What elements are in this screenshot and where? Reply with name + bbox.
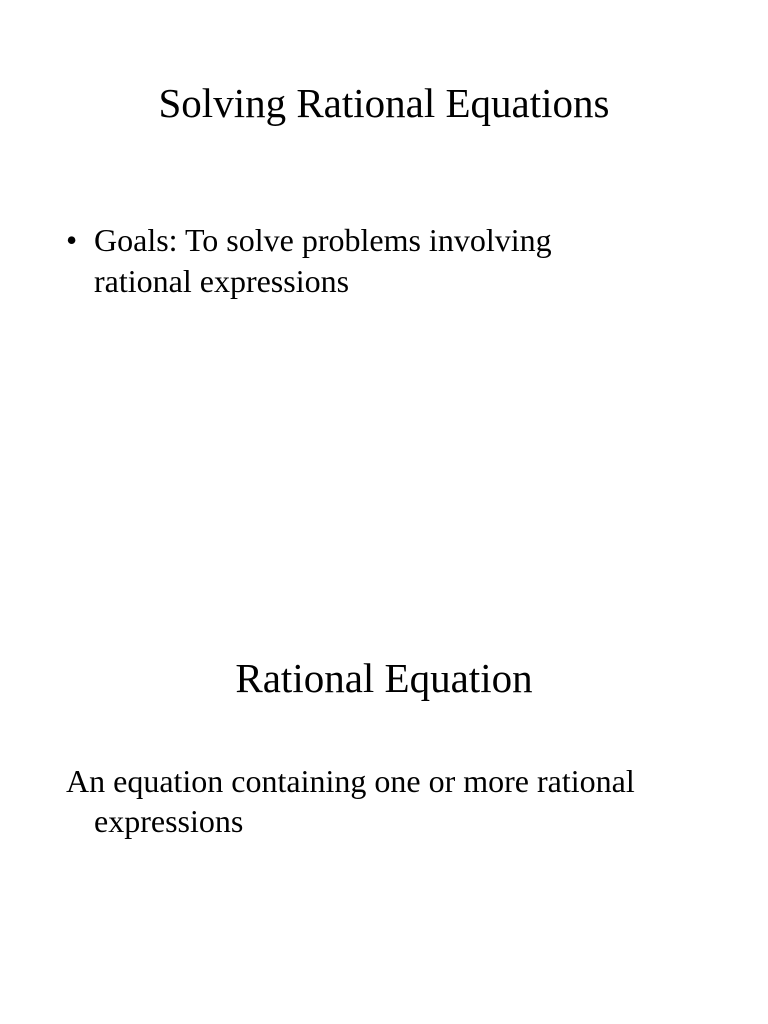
definition-paragraph [66, 761, 734, 841]
bullet-marker: • [66, 222, 78, 258]
slide-title: Solving Rational Equations [158, 80, 610, 126]
bullet-text [94, 220, 686, 302]
bullet-text-line-1: Goals: To solve problems involving [94, 222, 552, 258]
bullet-item-goals [66, 220, 686, 302]
definition-line-1: An equation containing one or more rational [66, 763, 635, 799]
definition-line-2: expressions [94, 803, 244, 839]
slide-2 [0, 512, 768, 1024]
slide-title: Rational Equation [235, 655, 533, 701]
bullet-text-line-2: rational expressions [94, 263, 350, 299]
